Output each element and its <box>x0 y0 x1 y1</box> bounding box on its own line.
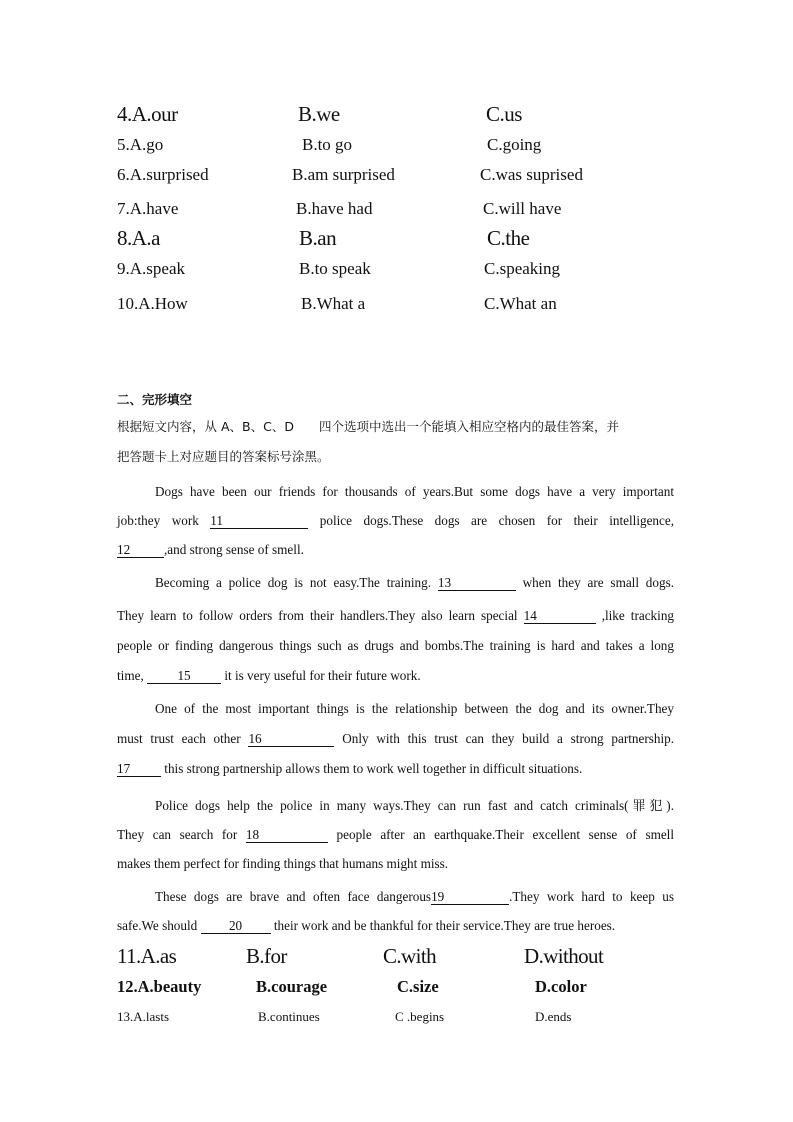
option-d: D.without <box>524 944 604 968</box>
option-c: C.What an <box>484 294 557 313</box>
blank-18[interactable]: 18 <box>246 828 328 843</box>
option-a: 8.A.a <box>117 226 160 250</box>
option-b: B.to speak <box>299 259 371 278</box>
option-b: B.for <box>246 944 287 968</box>
paragraph-4-line-2: They can search for 18 people after an earthquake.Their excellent sense of smell <box>117 827 675 842</box>
paragraph-1-line-2: job:they work 11 police dogs.These dogs are chosen for their intelligence, <box>117 513 675 528</box>
option-b: B.What a <box>301 294 366 313</box>
option-d: D.ends <box>535 1009 572 1024</box>
blank-13[interactable]: 13 <box>438 576 516 591</box>
section-title: 二、完形填空 <box>117 392 193 407</box>
paragraph-3-line-2: must trust each other 16 Only with this trust can they build a strong partnership. <box>117 731 675 746</box>
blank-19[interactable]: 19 <box>431 890 509 905</box>
option-c: C.with <box>383 944 436 968</box>
option-a: 4.A.our <box>117 102 178 126</box>
instruction-line-2: 把答题卡上对应题目的答案标号涂黑。 <box>117 449 330 464</box>
option-a: 9.A.speak <box>117 259 185 278</box>
option-b: B.have had <box>296 199 373 218</box>
instruction-line-1: 根据短文内容，从 A、B、C、D 四个选项中选出一个能填入相应空格内的最佳答案，并 <box>117 419 619 434</box>
option-b: B.to go <box>302 135 353 154</box>
paragraph-2-line-2: They learn to follow orders from their handlers.They also learn special 14 ,like tracking <box>117 608 675 623</box>
option-c: C .begins <box>395 1009 445 1024</box>
option-d: D.color <box>535 977 587 996</box>
option-c: C.the <box>487 226 530 250</box>
option-b: B.continues <box>258 1009 320 1024</box>
option-b: B.we <box>298 102 340 126</box>
paragraph-1-line-3: 12 ,and strong sense of smell. <box>117 542 304 557</box>
option-c: C.will have <box>483 199 562 218</box>
option-a: 13.A.lasts <box>117 1009 169 1024</box>
paragraph-2-line-3: people or finding dangerous things such as drugs and bombs.The training is hard and takes a long <box>117 638 674 653</box>
blank-12[interactable]: 12 <box>117 543 164 558</box>
option-b: B.an <box>299 226 337 250</box>
blank-20[interactable]: 20 <box>201 919 271 934</box>
blank-15[interactable]: 15 <box>147 669 221 684</box>
option-a: 11.A.as <box>117 944 177 968</box>
option-a: 7.A.have <box>117 199 179 218</box>
paragraph-4-line-3: makes them perfect for finding things that humans might miss. <box>117 856 449 871</box>
option-a: 10.A.How <box>117 294 188 313</box>
paragraph-3-line-3: 17 this strong partnership allows them to work well together in difficult situations. <box>117 761 583 776</box>
option-b: B.am surprised <box>292 165 395 184</box>
blank-17[interactable]: 17 <box>117 762 161 777</box>
paragraph-5-line-2: safe.We should 20 their work and be thankful for their service.They are true heroes. <box>117 918 616 933</box>
paragraph-4-line-1: Police dogs help the police in many ways.They can run fast and catch criminals(罪犯). <box>155 798 674 813</box>
option-a: 6.A.surprised <box>117 165 209 184</box>
option-a: 12.A.beauty <box>117 977 202 996</box>
option-a: 5.A.go <box>117 135 164 154</box>
option-c: C.speaking <box>484 259 561 278</box>
paragraph-3-line-1: One of the most important things is the relationship between the dog and its owner.They <box>155 701 674 716</box>
option-c: C.was suprised <box>480 165 583 184</box>
option-c: C.going <box>487 135 542 154</box>
paragraph-5-line-1: These dogs are brave and often face dangerous19 .They work hard to keep us <box>155 889 674 904</box>
paragraph-2-line-1: Becoming a police dog is not easy.The training. 13 when they are small dogs. <box>155 575 675 590</box>
option-b: B.courage <box>256 977 328 996</box>
blank-16[interactable]: 16 <box>248 732 334 747</box>
blank-11[interactable]: 11 <box>210 514 308 529</box>
option-c: C.size <box>397 977 439 996</box>
paragraph-2-line-4: time, 15 it is very useful for their future work. <box>117 668 421 683</box>
blank-14[interactable]: 14 <box>524 609 596 624</box>
option-c: C.us <box>486 102 522 126</box>
paragraph-1-line-1: Dogs have been our friends for thousands of years.But some dogs have a very important <box>155 484 674 499</box>
